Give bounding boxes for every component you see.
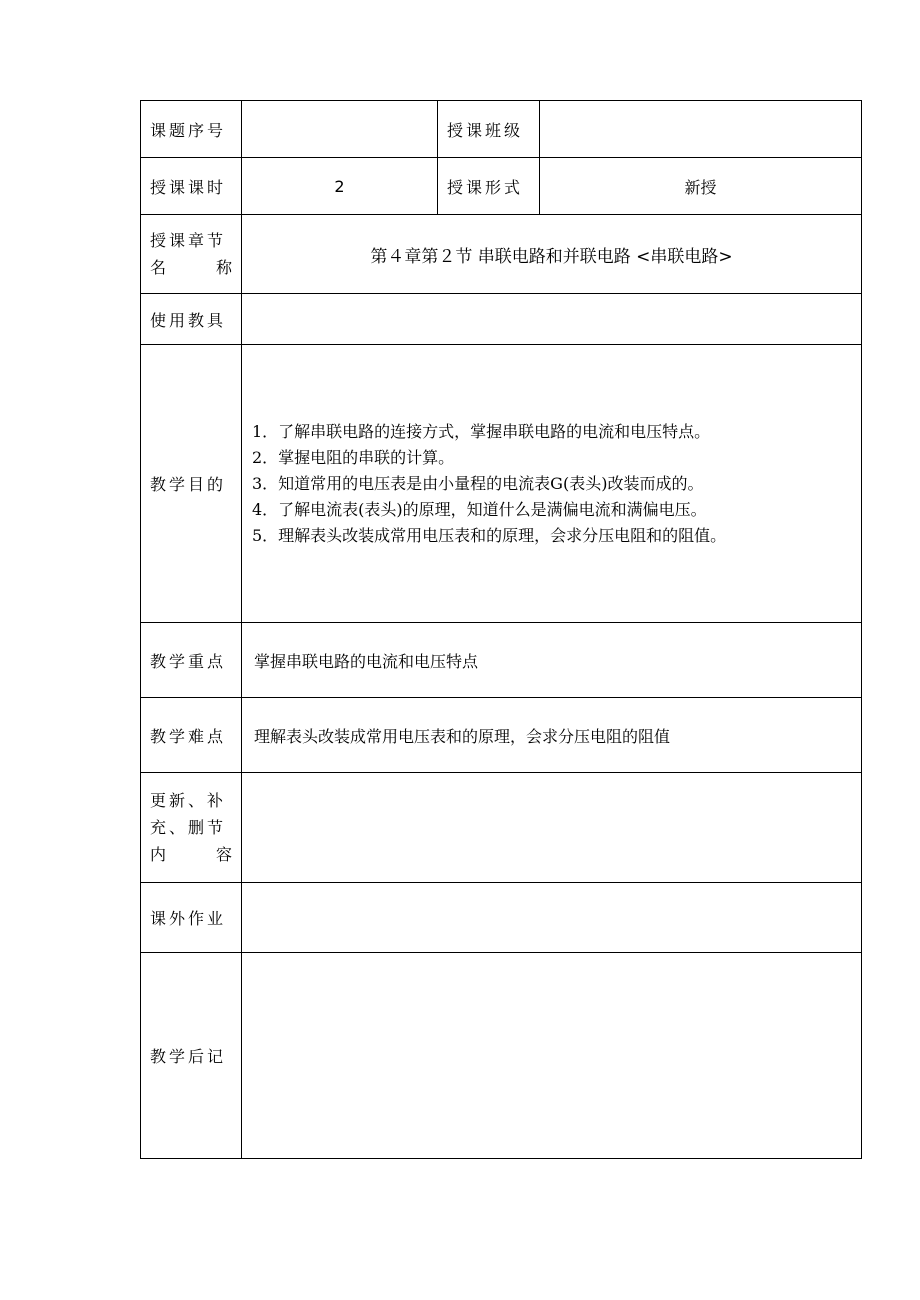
objective-item: 5．理解表头改装成常用电压表和的原理，会求分压电阻和的阻值。 — [252, 525, 727, 545]
row-tools — [141, 294, 862, 345]
objective-item: 3．知道常用的电压表是由小量程的电流表G(表头)改装而成的。 — [252, 473, 704, 493]
objectives-label: 教学目的 — [141, 345, 242, 623]
class-value — [540, 101, 862, 158]
topic-number-value — [242, 101, 438, 158]
homework-value — [242, 883, 862, 953]
difficulties-label: 教学难点 — [141, 698, 242, 773]
updates-label-char-b: 容 — [215, 845, 232, 864]
key-points-value: 掌握串联电路的电流和电压特点 — [242, 623, 862, 698]
objective-item: 2．掌握电阻的串联的计算。 — [252, 447, 455, 467]
objective-item: 1．了解串联电路的连接方式，掌握串联电路的电流和电压特点。 — [252, 421, 711, 441]
form-label: 授课形式 — [438, 158, 540, 215]
row-chapter — [141, 215, 862, 294]
updates-value — [242, 773, 862, 883]
reflection-value — [242, 953, 862, 1159]
form-value: 新授 — [540, 158, 862, 215]
lesson-plan-table — [140, 100, 862, 1159]
topic-number-label: 课题序号 — [141, 101, 242, 158]
row-topic-class — [141, 101, 862, 158]
difficulties-value: 理解表头改装成常用电压表和的原理，会求分压电阻的阻值 — [242, 698, 862, 773]
updates-label — [141, 773, 242, 883]
row-objectives — [141, 345, 862, 623]
row-hours-form — [141, 158, 862, 215]
objective-item: 4．了解电流表(表头)的原理，知道什么是满偏电流和满偏电压。 — [252, 499, 707, 519]
homework-label: 课外作业 — [141, 883, 242, 953]
tools-value — [242, 294, 862, 345]
class-label: 授课班级 — [438, 101, 540, 158]
reflection-label: 教学后记 — [141, 953, 242, 1159]
row-key-points — [141, 623, 862, 698]
row-reflection — [141, 953, 862, 1159]
key-points-label: 教学重点 — [141, 623, 242, 698]
chapter-label-line1: 授课章节 — [150, 231, 227, 250]
chapter-title: 第４章第２节 串联电路和并联电路 <串联电路> — [242, 215, 862, 294]
chapter-label-char-b: 称 — [215, 258, 232, 277]
chapter-label-line2 — [150, 254, 232, 281]
row-difficulties — [141, 698, 862, 773]
updates-label-line3 — [150, 841, 232, 868]
updates-label-line2: 充、删节 — [150, 818, 227, 837]
updates-label-char-a: 内 — [150, 845, 167, 864]
objectives-list — [242, 419, 861, 549]
hours-value: 2 — [242, 158, 438, 215]
objectives-content — [242, 345, 862, 623]
tools-label: 使用教具 — [141, 294, 242, 345]
updates-label-line1: 更新、补 — [150, 791, 227, 810]
row-updates — [141, 773, 862, 883]
chapter-label — [141, 215, 242, 294]
hours-label: 授课课时 — [141, 158, 242, 215]
chapter-label-char-a: 名 — [150, 258, 167, 277]
row-homework — [141, 883, 862, 953]
